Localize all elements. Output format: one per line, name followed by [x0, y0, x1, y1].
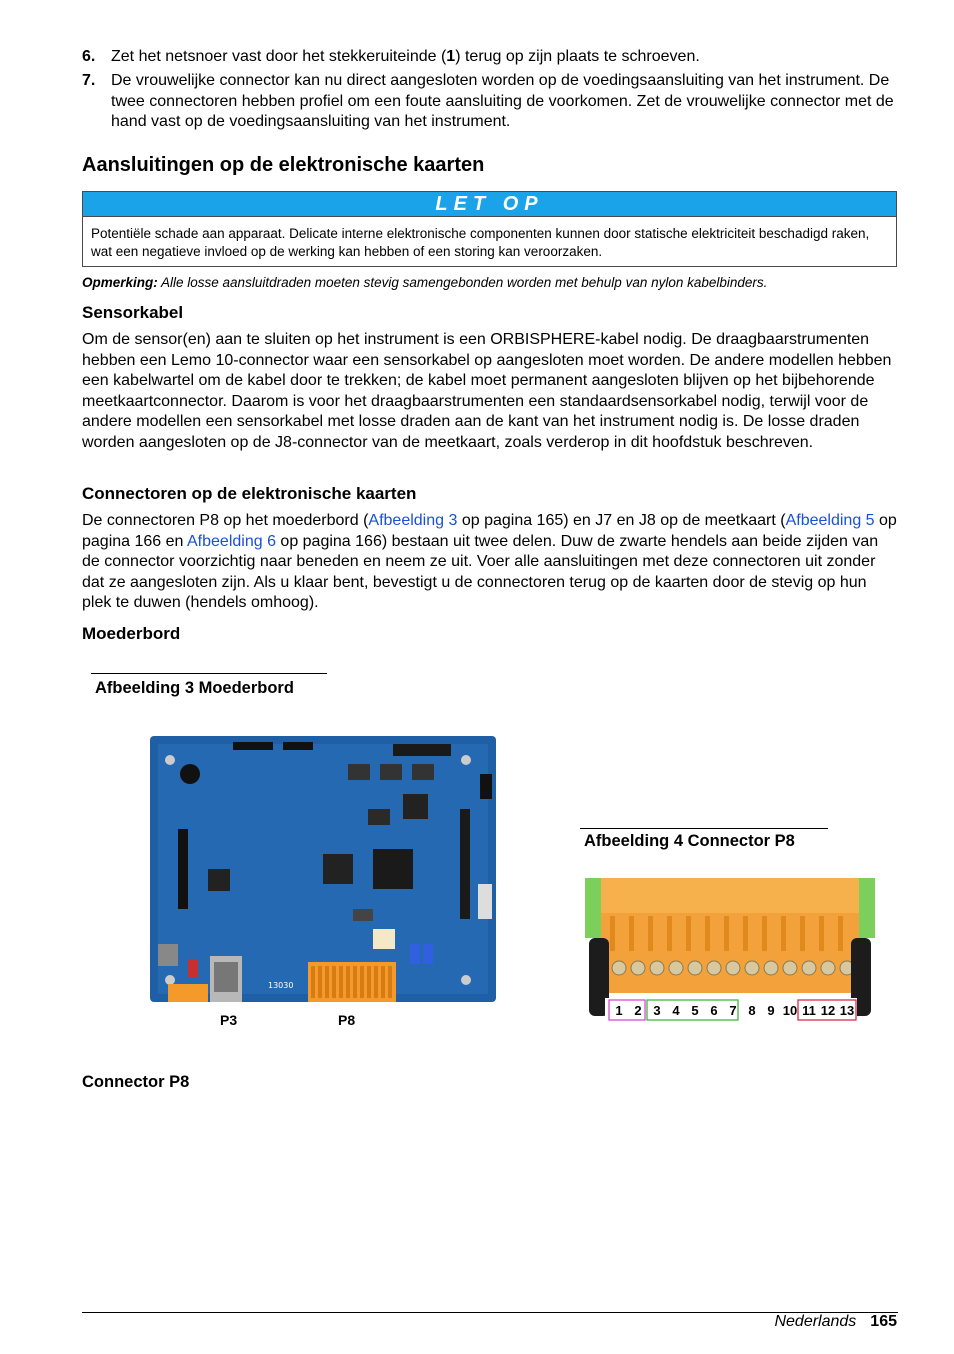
label-p3: P3	[220, 1012, 238, 1028]
sensorkabel-title: Sensorkabel	[82, 303, 184, 322]
step-7	[82, 71, 902, 133]
step-number: 6.	[82, 48, 96, 65]
text-part: De connectoren P8 op het moederbord (	[82, 512, 369, 529]
notice-label: LET OP	[83, 192, 896, 217]
connector-p8-image	[585, 876, 875, 1024]
note	[82, 275, 902, 290]
pin-label: 13	[839, 1003, 855, 1018]
step-number: 7.	[82, 72, 96, 89]
note-label: Opmerking:	[82, 275, 158, 290]
pin-label: 8	[748, 1003, 756, 1018]
text-part: op pagina 165) en J7 en J8 op de meetkaart (	[457, 512, 786, 529]
step-text-part: ) terug op zijn plaats te schroeven.	[455, 48, 700, 65]
step-text	[111, 47, 902, 68]
text-part: op pagina 166 en	[82, 512, 897, 550]
figure4-rule	[580, 828, 828, 829]
step-6	[82, 47, 902, 68]
pin-label: 12	[820, 1003, 836, 1018]
pin-label: 9	[767, 1003, 775, 1018]
pin-label: 11	[802, 1003, 816, 1018]
footer	[774, 1313, 897, 1331]
notice-text: Potentiële schade aan apparaat. Delicate interne elektronische componenten kunnen door statische elektriciteit beschadigd raken, wat een negatieve invloed op de werking kan hebben of een storing kan veroorzaken.	[91, 226, 870, 259]
text-part: op pagina 166) bestaan uit twee delen. Duw de zwarte hendels aan beide zijden van de connector voorzichtig naar beneden en neem ze uit. Voer alle aansluitingen met deze connectoren uit zonder dat ze aangesloten zijn. Als u klaar bent, bevestigt u de connectoren terug op de kaarten door de stevig op hun plek te duwen (hendels omhoog).	[82, 532, 879, 611]
moederbord-title: Moederbord	[82, 624, 181, 643]
link-afbeelding-6[interactable]: Afbeelding 6	[187, 532, 276, 550]
pin-label: 3	[653, 1003, 661, 1018]
page-number: 165	[870, 1313, 897, 1330]
footer-language: Nederlands	[774, 1313, 857, 1330]
pin-label: 10	[782, 1003, 798, 1018]
connectoren-title: Connectoren op de elektronische kaarten	[82, 484, 417, 503]
pin-label: 1	[615, 1003, 623, 1018]
step-bold-ref: 1	[446, 48, 456, 65]
link-afbeelding-3[interactable]: Afbeelding 3	[368, 512, 458, 529]
figure3-caption: Afbeelding 3 Moederbord	[95, 679, 294, 697]
pin-label: 7	[729, 1003, 737, 1018]
figure4-caption: Afbeelding 4 Connector P8	[584, 832, 795, 850]
pin-label: 2	[634, 1003, 642, 1018]
pin-label: 4	[672, 1003, 680, 1018]
label-p8: P8	[338, 1012, 356, 1028]
link-afbeelding-5[interactable]: Afbeelding 5	[785, 512, 875, 529]
section-title: Aansluitingen op de elektronische kaarten	[82, 154, 485, 176]
step-text: De vrouwelijke connector kan nu direct aangesloten worden op de voedingsaansluiting van het instrument. De twee connectoren hebben profiel om een foute aansluiting de voorkomen. Zet de vrouwelijke connector met de hand vast op de voedingsaansluiting van het instrument.	[111, 72, 894, 130]
board-marking: 13030	[268, 981, 294, 990]
figure3-rule	[91, 673, 327, 674]
motherboard-image	[148, 734, 498, 1004]
notice-box	[82, 191, 897, 267]
connector-p8-title: Connector P8	[82, 1073, 190, 1091]
note-text: Alle losse aansluitdraden moeten stevig samengebonden worden met behulp van nylon kabelbinders.	[157, 275, 768, 290]
connectoren-text	[82, 511, 897, 614]
pin-label: 6	[710, 1003, 718, 1018]
sensorkabel-text: Om de sensor(en) aan te sluiten op het instrument is een ORBISPHERE-kabel nodig. De draagbaarstrumenten hebben een Lemo 10-connector waar een sensorkabel op aangesloten moet worden. De andere modellen hebben een kabelwartel om de kabel door te trekken; de kabel moet permanent aangesloten blijven op het bijbehorende meetkaartconnector. Daarom is voor het draagbaarstrumenten een standaardsensorkabel nodig, terwijl voor de andere modellen een sensorkabel met losse draden aan de kant van het instrument nodig is. De losse draden worden aangesloten op de J8-connector van de meetkaart, zoals verderop in dit hoofdstuk beschreven.	[82, 331, 892, 451]
pin-label: 5	[691, 1003, 699, 1018]
step-text-part: Zet het netsnoer vast door het stekkeruiteinde (	[111, 48, 447, 65]
